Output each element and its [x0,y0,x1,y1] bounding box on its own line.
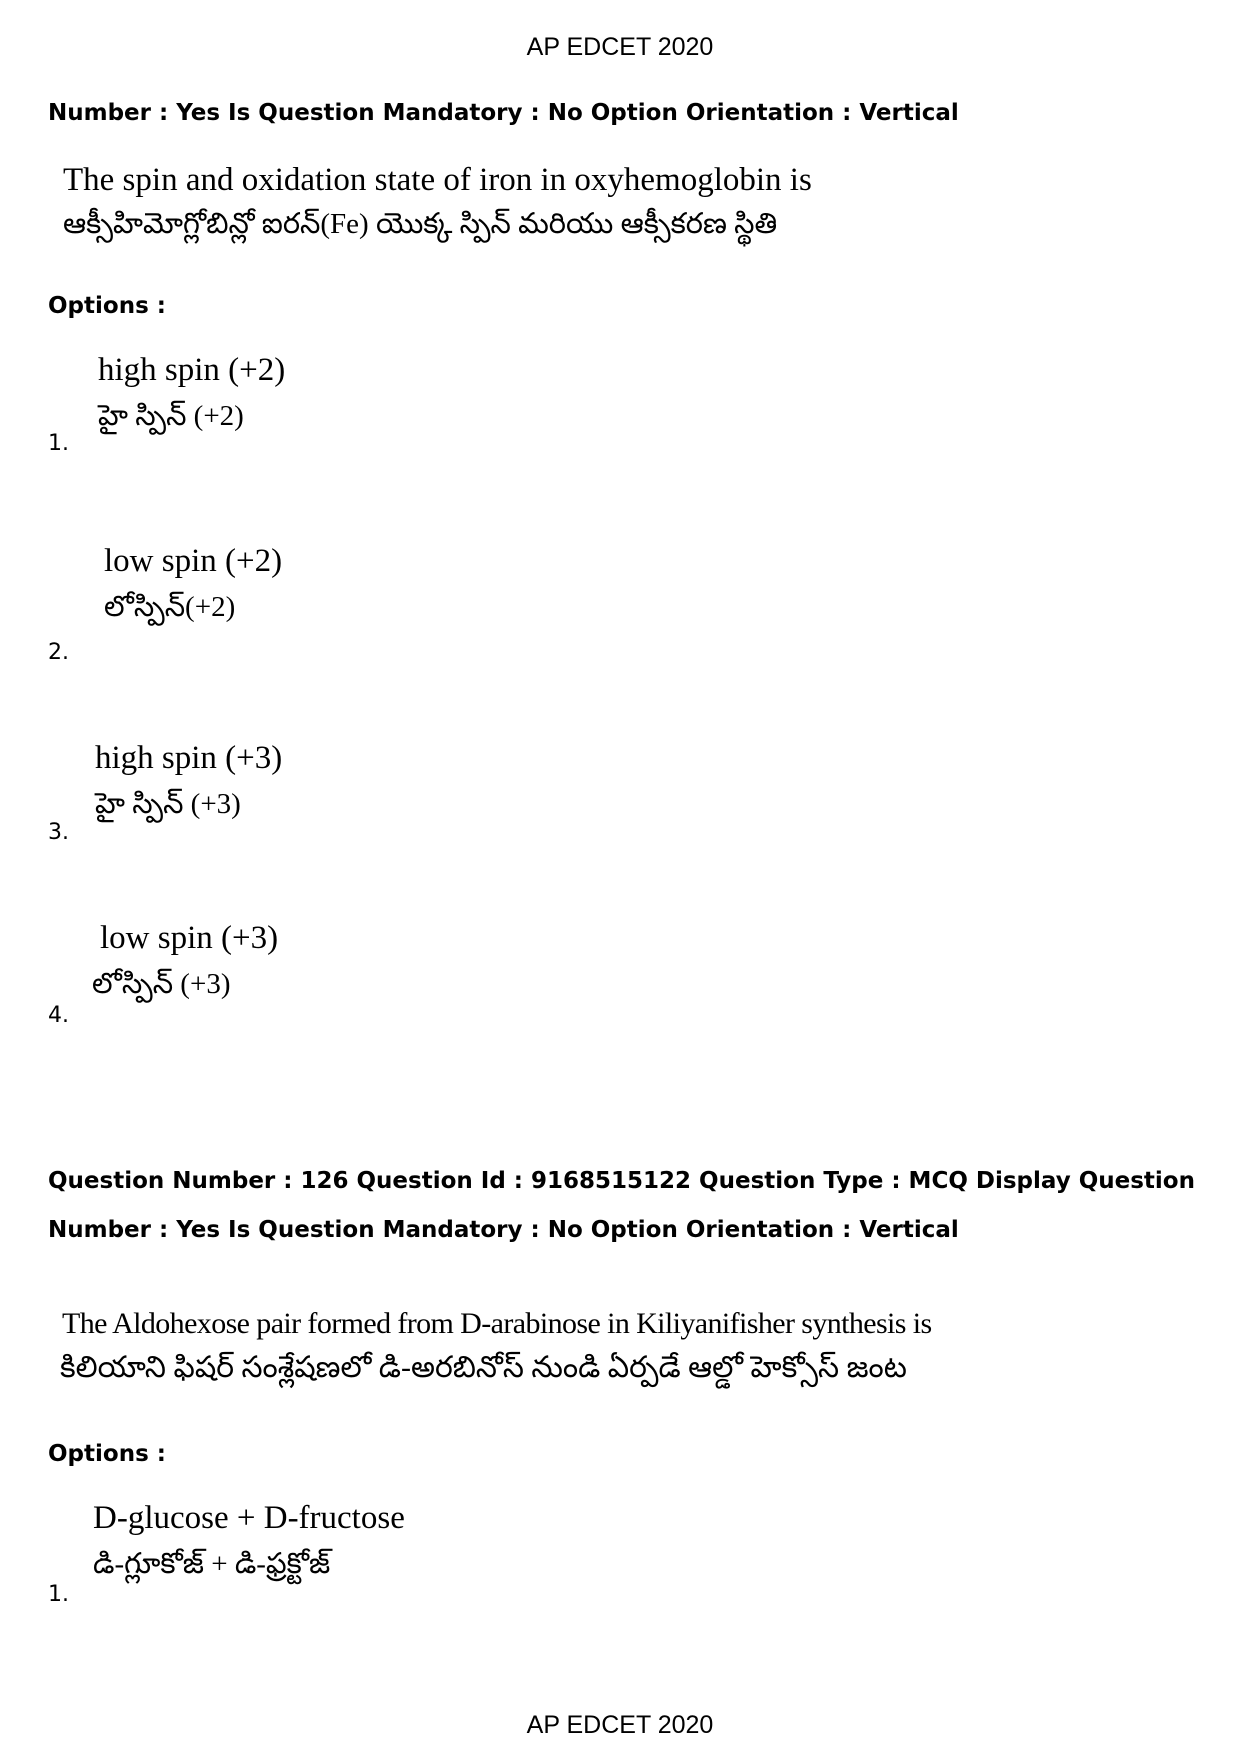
option-telugu: హై స్పిన్ (+2) [98,400,244,432]
option-english: D-glucose + D-fructose [93,1500,405,1536]
option-1-number: 1. [48,1582,69,1607]
options-label: Options : [48,1441,166,1467]
page-footer: AP EDCET 2020 [526,1711,714,1739]
option-telugu: లోస్పిన్ (+3) [92,968,231,1000]
question-text-telugu: కిలియాని ఫిషర్ సంశ్లేషణలో డి-అరబినోస్ నుండి ఏర్పడే ఆల్డో హెక్సోస్ జంట [60,1351,907,1384]
option-telugu: డి-గ్లూకోజ్ + డి-ఫ్రక్టోజ్ [93,1548,331,1580]
question-text-english: The spin and oxidation state of iron in oxyhemoglobin is [63,162,812,198]
question-text-english: The Aldohexose pair formed from D-arabinose in Kiliyanifisher synthesis is [62,1307,932,1340]
option-3-number: 3. [48,820,69,845]
option-4-number: 4. [48,1003,69,1028]
options-label: Options : [48,293,166,319]
option-1-text[interactable] [98,347,285,439]
option-english: low spin (+3) [100,920,279,956]
question-text [63,158,812,246]
option-2-text[interactable] [104,538,282,630]
option-english: high spin (+3) [95,740,283,776]
question-text-telugu: ఆక్సీహిమోగ్లోబిన్లో ఐరన్(Fe) యొక్క స్పిన్ మరియు ఆక్సీకరణ స్థితి [63,208,778,240]
page-header: AP EDCET 2020 [526,33,714,61]
option-english: high spin (+2) [98,352,286,388]
option-english: low spin (+2) [104,543,283,579]
option-1-text[interactable] [93,1495,405,1587]
question-meta-line: Number : Yes Is Question Mandatory : No Option Orientation : Vertical [48,1217,959,1243]
question-meta-line: Question Number : 126 Question Id : 9168515122 Question Type : MCQ Display Question [48,1168,1195,1194]
option-2-number: 2. [48,640,69,665]
question-text [60,1302,932,1390]
option-4-text[interactable] [92,915,278,1007]
option-1-number: 1. [48,431,69,456]
option-telugu: హై స్పిన్ (+3) [95,788,241,820]
option-3-text[interactable] [95,735,282,827]
option-telugu: లోస్పిన్(+2) [104,591,236,623]
question-meta-line: Number : Yes Is Question Mandatory : No Option Orientation : Vertical [48,100,959,126]
